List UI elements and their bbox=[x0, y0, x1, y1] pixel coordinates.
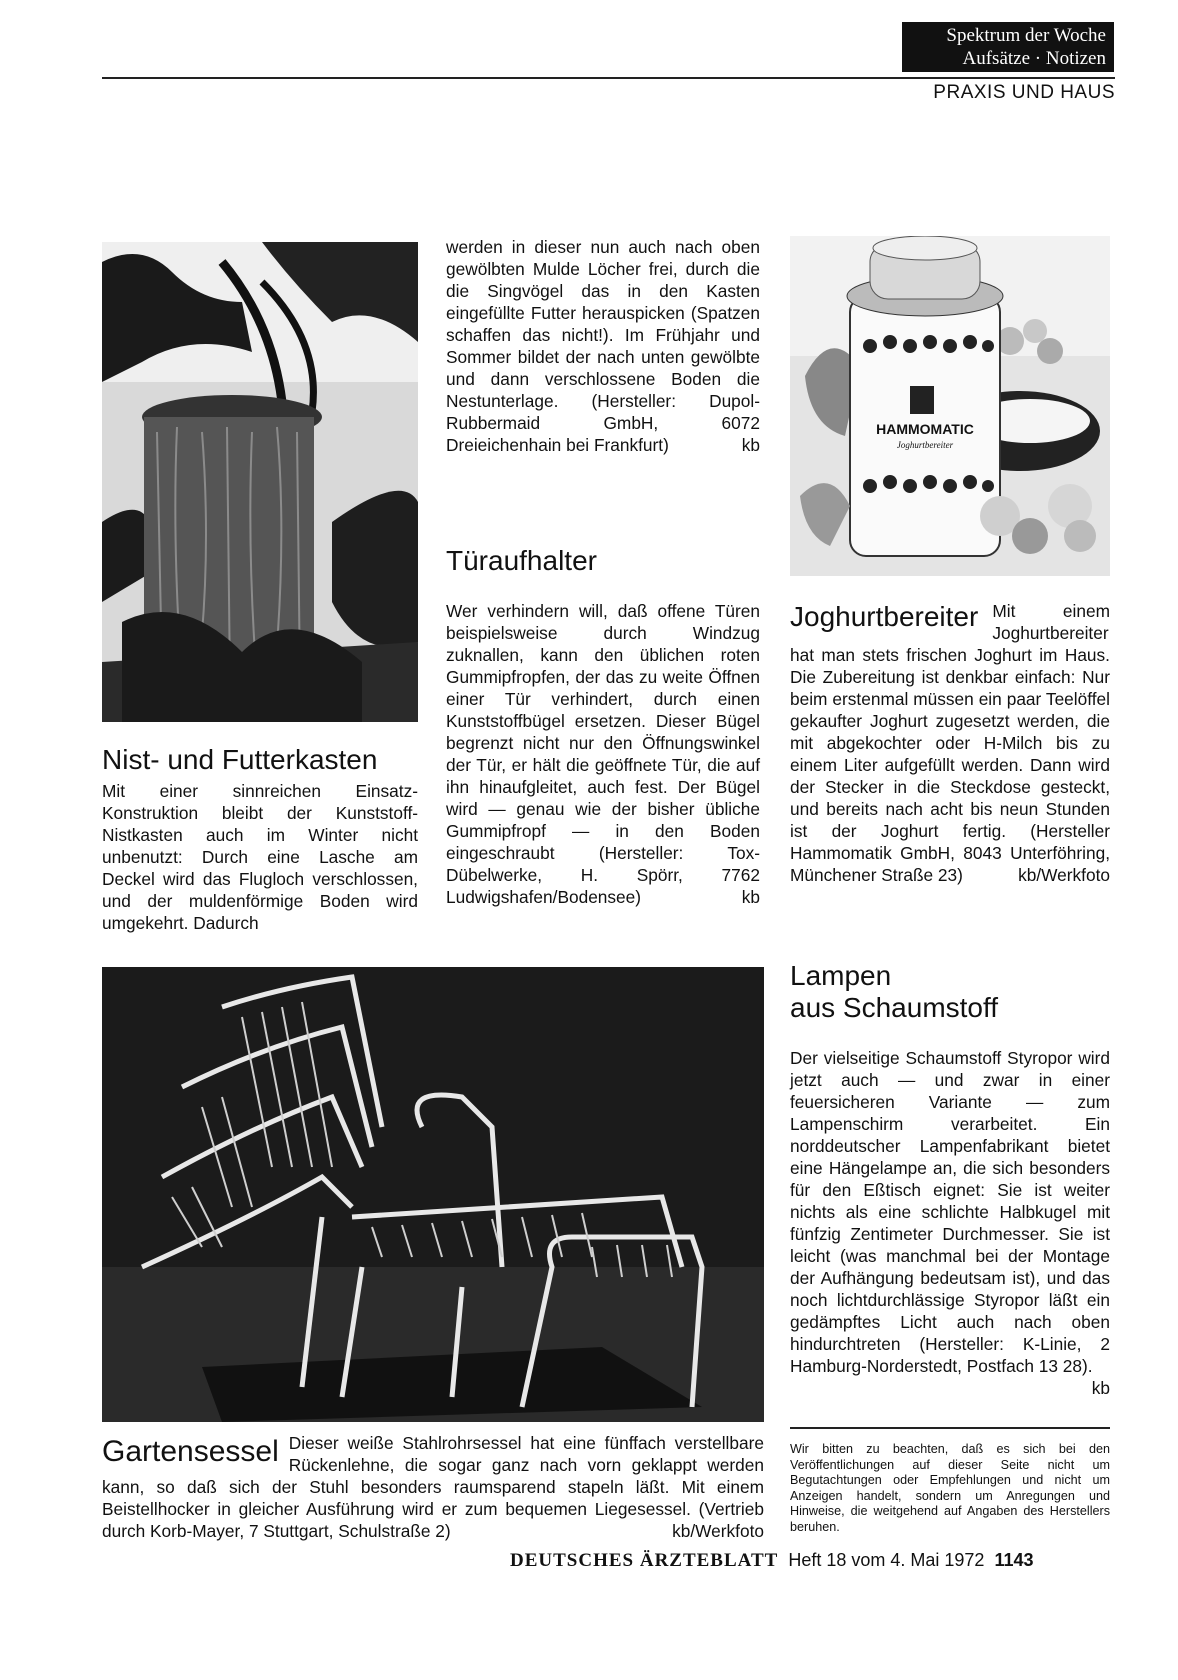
nistkasten-continuation bbox=[446, 236, 760, 456]
joghurt-title: Joghurtbereiter bbox=[790, 601, 979, 632]
nistkasten-text-part2: werden in dieser nun auch nach oben gewölbten Mulde Löcher frei, durch die die Singvögel das in den Kasten eingefüllte Futter herauspicken (Spatzen schaffen das nicht!). Im Frühjahr und Sommer bildet der nach unten gewölbte und dann verschlossene Boden die Nestunterlage. (Hersteller: Dupol-Rubbermaid GmbH, 6072 Dreieichenhain bei Frankfurt) bbox=[446, 237, 760, 455]
nistkasten-title: Nist- und Futterkasten bbox=[102, 744, 378, 775]
joghurt-credit: kb/Werkfoto bbox=[1018, 865, 1110, 885]
footer-issue: Heft 18 vom 4. Mai 1972 bbox=[788, 1550, 985, 1570]
gartensessel-credit: kb/Werkfoto bbox=[672, 1521, 764, 1541]
page-footer bbox=[510, 1550, 1034, 1572]
tueraufhalter-text: Wer verhindern will, daß offene Türen beispielsweise durch Windzug zuknallen, kann den üblichen roten Gummipfropfen, der das zu weite Öffnen einer Tür verhindert, durch einen Kunststoffbügel ersetzen. Dieser Bügel begrenzt nicht nur den Öffnungswinkel der Tür, er hält die geöffnete Tür, die auf ihn hinaufgleitet, auch fest. Der Bügel wird — genau wie der bisher übliche Gummipfropf — in den Boden eingeschraubt (Hersteller: Tox-Dübelwerke, H. Spörr, 7762 Ludwigshafen/Bodensee) bbox=[446, 601, 760, 907]
nistkasten-credit: kb bbox=[741, 435, 760, 455]
gartensessel-body bbox=[102, 1432, 764, 1542]
garden-chair-photo bbox=[102, 967, 764, 1422]
footer-page-number: 1143 bbox=[994, 1550, 1034, 1570]
header-rule bbox=[102, 77, 1115, 79]
gartensessel-text: Dieser weiße Stahlrohrsessel hat eine fünffach verstellbare Rückenlehne, die sogar ganz nach vorn geklappt werden kann, so daß sich der Stuhl besonders raumsparend stapeln läßt. Mit einem Beistellhocker in gleicher Ausführung wird er zum bequemen Liegesessel. (Vertrieb durch Korb-Mayer, 7 Stuttgart, Schulstraße 2) bbox=[102, 1433, 764, 1541]
birdhouse-photo bbox=[102, 242, 418, 722]
tueraufhalter-body bbox=[446, 600, 760, 908]
yogurt-maker-brand-label: HAMMOMATIC bbox=[876, 421, 974, 437]
yogurt-maker-photo bbox=[790, 236, 1110, 576]
section-title: PRAXIS UND HAUS bbox=[933, 82, 1115, 103]
section-badge bbox=[902, 22, 1114, 72]
lampen-body bbox=[790, 1047, 1110, 1399]
notice-rule bbox=[790, 1427, 1110, 1429]
tueraufhalter-title: Türaufhalter bbox=[446, 545, 597, 576]
lampen-title-line1: Lampen bbox=[790, 960, 892, 991]
yogurt-maker-sub-label: Joghurtbereiter bbox=[896, 440, 954, 450]
editorial-notice: Wir bitten zu beachten, daß es sich bei den Veröffentlichungen auf dieser Seite nicht um Begutachtungen oder Empfehlungen und nicht um Anzeigen handelt, sondern um Anregungen und Hinweise, die weitgehend auf Angaben des Herstellers beruhen. bbox=[790, 1442, 1110, 1534]
footer-journal: DEUTSCHES ÄRZTEBLATT bbox=[510, 1550, 779, 1571]
lampen-title-line2: aus Schaumstoff bbox=[790, 992, 999, 1023]
lampen-text: Der vielseitige Schaumstoff Styropor wird jetzt auch — und zwar in einer feuersicheren Variante — zum Lampenschirm verarbeitet. Ein norddeutscher Lampenfabrikant bietet eine Hängelampe an, die sich besonders für den Eßtisch eignet: Sie ist weiter nichts als eine schlichte Halbkugel mit fünfzig Zentimeter Durchmesser. Sie ist leicht (was manchmal bei der Montage der Aufhängung bedeutsam ist), und das noch lichtdurchlässige Styropor läßt ein gedämpftes Licht auch nach oben hindurchtreten (Hersteller: K-Linie, 2 Hamburg-Norderstedt, Postfach 13 28). bbox=[790, 1048, 1110, 1376]
badge-line-1: Spektrum der Woche bbox=[946, 25, 1106, 46]
lampen-title bbox=[790, 960, 998, 1024]
joghurt-body bbox=[790, 600, 1110, 886]
tueraufhalter-credit: kb bbox=[741, 887, 760, 907]
nistkasten-text-part1: Mit einer sinnreichen Einsatz-Konstruktion bleibt der Kunststoff-Nistkasten auch im Winter nicht unbenutzt: Durch eine Lasche am Deckel wird das Flugloch verschlossen, und der muldenförmige Boden wird umgekehrt. Dadurch bbox=[102, 781, 418, 933]
lampen-credit: kb bbox=[1091, 1378, 1110, 1398]
badge-line-2: Aufsätze · Notizen bbox=[962, 48, 1106, 69]
joghurt-text: Mit einem Joghurtbereiter hat man stets frischen Joghurt im Haus. Die Zubereitung ist denkbar einfach: Nur beim erstenmal müssen ein paar Teelöffel gekaufter Joghurt zugesetzt werden, die mit abgekochter oder H-Milch bis zu einem Liter aufgefüllt werden. Dann wird der Stecker in die Steckdose gesteckt, und bereits nach acht bis neun Stunden ist der Joghurt fertig. (Hersteller Hammomatik GmbH, 8043 Unterföhring, Münchener Straße 23) bbox=[790, 601, 1110, 885]
gartensessel-title: Gartensessel bbox=[102, 1435, 279, 1468]
